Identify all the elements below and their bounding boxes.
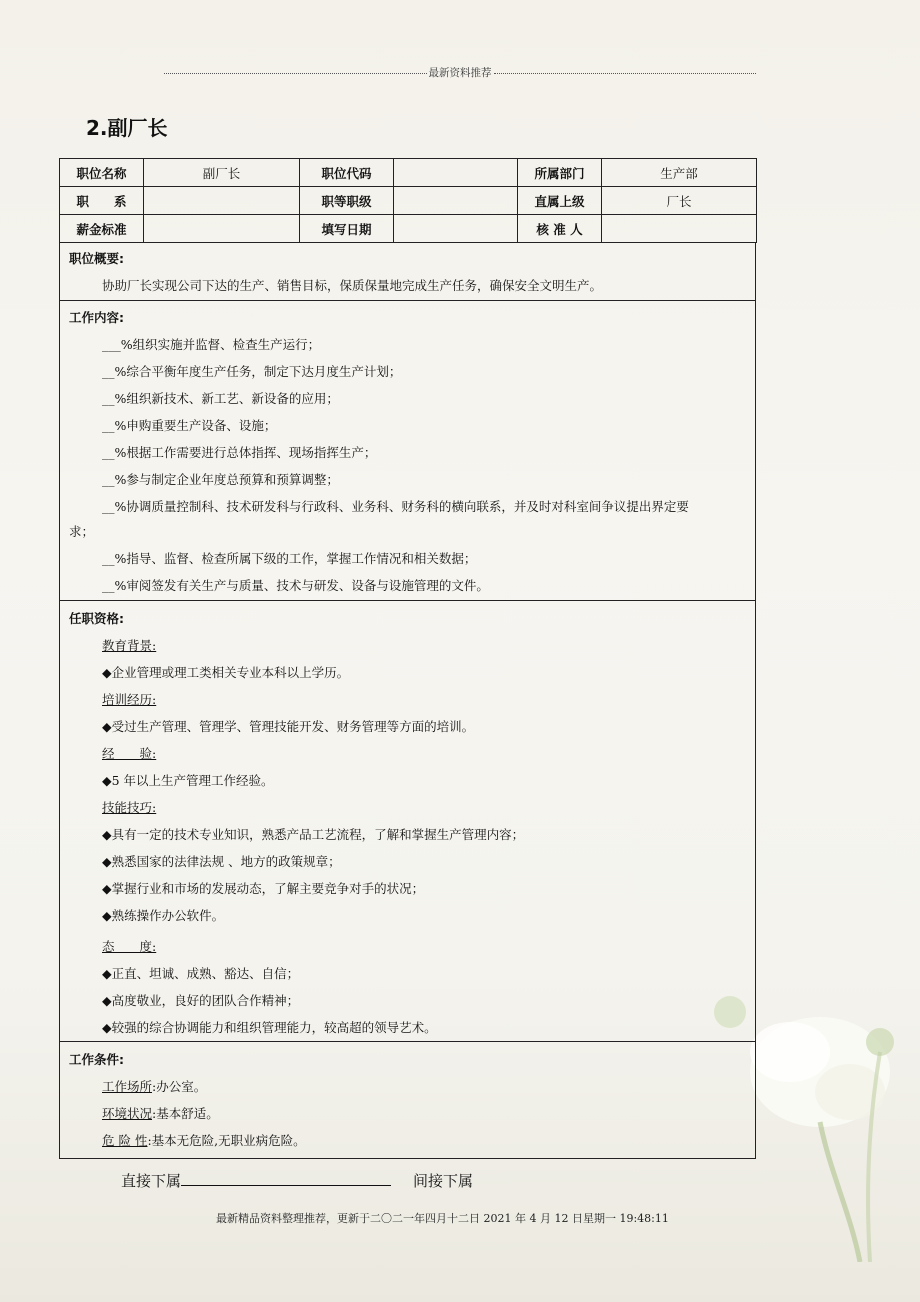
table-row xyxy=(60,159,757,187)
duty-item: ___%组织实施并监督、检查生产运行； xyxy=(102,337,321,352)
duty-item: __%根据工作需要进行总体指挥、现场指挥生产； xyxy=(102,445,377,460)
table-cell xyxy=(602,215,757,243)
duty-item: __%指导、监督、检查所属下级的工作，掌握工作情况和相关数据； xyxy=(102,551,477,566)
indirect-subordinates-label: 间接下属 xyxy=(413,1172,474,1190)
condition-risk xyxy=(102,1131,306,1149)
table-row xyxy=(60,215,757,243)
table-cell xyxy=(394,187,518,215)
qualifications-heading: 任职资格: xyxy=(69,611,124,626)
skill-item: ◆熟悉国家的法律法规 、地方的政策规章； xyxy=(102,854,341,869)
duty-item-continued: 求； xyxy=(69,524,95,539)
duties-section xyxy=(59,300,756,601)
section-title: 2.副厂长 xyxy=(86,116,168,140)
subordinates-line xyxy=(121,1170,473,1191)
duty-item: __%协调质量控制科、技术研发科与行政科、业务科、财务科的横向联系，并及时对科室间争议提出界定要 xyxy=(102,499,689,514)
conditions-section xyxy=(59,1041,756,1159)
direct-subordinates-label: 直接下属 xyxy=(121,1172,182,1190)
risk-label: 危 险 性 xyxy=(102,1133,148,1148)
table-cell xyxy=(394,159,518,187)
experience-label: 经 验: xyxy=(102,746,157,761)
duties-heading: 工作内容: xyxy=(69,310,124,325)
duty-item: __%审阅签发有关生产与质量、技术与研发、设备与设施管理的文件。 xyxy=(102,578,489,593)
condition-environment xyxy=(102,1104,219,1122)
table-cell: 直属上级 xyxy=(518,187,602,215)
attitude-label: 态 度: xyxy=(102,939,157,954)
overview-heading: 职位概要: xyxy=(69,251,124,266)
duty-item: __%参与制定企业年度总预算和预算调整； xyxy=(102,472,339,487)
attitude-item: ◆高度敬业，良好的团队合作精神； xyxy=(102,993,300,1008)
header-dots-right xyxy=(494,73,757,74)
table-cell: 职位代码 xyxy=(300,159,394,187)
table-cell xyxy=(144,187,300,215)
attitude-item: ◆较强的综合协调能力和组织管理能力，较高超的领导艺术。 xyxy=(102,1020,437,1035)
table-cell: 职 系 xyxy=(60,187,144,215)
table-cell: 副厂长 xyxy=(144,159,300,187)
table-cell xyxy=(394,215,518,243)
table-cell: 薪金标准 xyxy=(60,215,144,243)
skill-item: ◆掌握行业和市场的发展动态，了解主要竞争对手的状况； xyxy=(102,881,425,896)
page-header xyxy=(164,62,756,82)
header-dots-left xyxy=(164,73,427,74)
direct-subordinates-blank xyxy=(181,1171,391,1186)
header-text: 最新资料推荐 xyxy=(428,66,492,79)
experience-text: ◆5 年以上生产管理工作经验。 xyxy=(102,773,274,788)
education-label: 教育背景: xyxy=(102,638,157,653)
skill-item: ◆熟练操作办公软件。 xyxy=(102,908,225,923)
attitude-item: ◆正直、坦诚、成熟、豁达、自信； xyxy=(102,966,300,981)
skills-label: 技能技巧: xyxy=(102,800,157,815)
place-value: :办公室。 xyxy=(152,1079,207,1094)
page-footer: 最新精品资料整理推荐，更新于二〇二一年四月十二日 2021 年 4 月 12 日星期一 19:48:11 xyxy=(216,1212,669,1225)
duty-item: __%组织新技术、新工艺、新设备的应用； xyxy=(102,391,339,406)
training-label: 培训经历: xyxy=(102,692,157,707)
table-cell: 所属部门 xyxy=(518,159,602,187)
table-cell: 职等职级 xyxy=(300,187,394,215)
duty-item: __%申购重要生产设备、设施； xyxy=(102,418,277,433)
position-info-table xyxy=(59,158,757,243)
table-row xyxy=(60,187,757,215)
qualifications-section xyxy=(59,600,756,1042)
table-cell: 厂长 xyxy=(602,187,757,215)
env-label: 环境状况 xyxy=(102,1106,153,1121)
conditions-heading: 工作条件: xyxy=(69,1052,124,1067)
table-cell: 职位名称 xyxy=(60,159,144,187)
table-cell: 生产部 xyxy=(602,159,757,187)
env-value: :基本舒适。 xyxy=(152,1106,219,1121)
duty-item: __%综合平衡年度生产任务，制定下达月度生产计划； xyxy=(102,364,402,379)
table-cell: 核 准 人 xyxy=(518,215,602,243)
place-label: 工作场所 xyxy=(102,1079,153,1094)
skill-item: ◆具有一定的技术专业知识，熟悉产品工艺流程，了解和掌握生产管理内容； xyxy=(102,827,525,842)
overview-text: 协助厂长实现公司下达的生产、销售目标，保质保量地完成生产任务，确保安全文明生产。 xyxy=(102,278,603,293)
table-cell: 填写日期 xyxy=(300,215,394,243)
overview-section xyxy=(59,243,756,301)
table-cell xyxy=(144,215,300,243)
condition-place xyxy=(102,1077,206,1095)
education-text: ◆企业管理或理工类相关专业本科以上学历。 xyxy=(102,665,350,680)
risk-value: :基本无危险,无职业病危险。 xyxy=(147,1133,306,1148)
training-text: ◆受过生产管理、管理学、管理技能开发、财务管理等方面的培训。 xyxy=(102,719,475,734)
